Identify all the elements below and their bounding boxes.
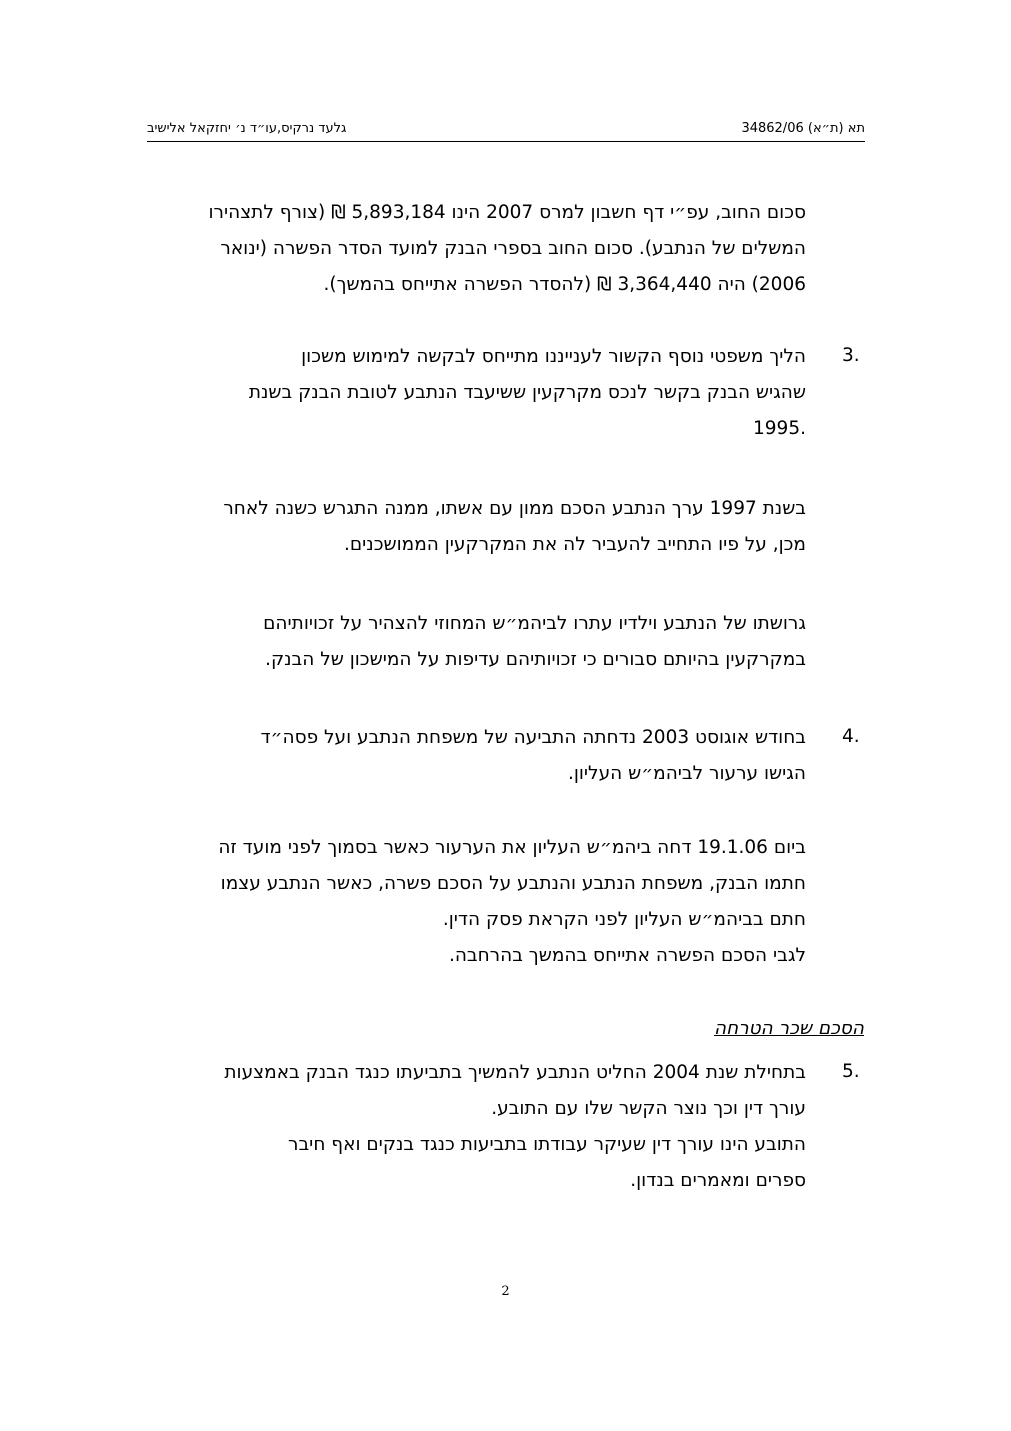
paragraph-line: חתם בביהמ״ש העליון לפני הקראת פסק הדין. bbox=[442, 909, 806, 930]
paragraph-debt-amount bbox=[208, 195, 806, 303]
paragraph-petition bbox=[263, 606, 806, 678]
paragraph-line: שהגיש הבנק בקשר לנכס מקרקעין ששיעבד הנתבע לטובת הבנק בשנת bbox=[248, 382, 806, 403]
paragraph-number: 3. bbox=[842, 345, 860, 366]
header-parties: גלעד נרקיס,עו״ד נ׳ יחזקאל אלישיב bbox=[147, 121, 347, 136]
paragraph-line: הליך משפטי נוסף הקשור לענייננו מתייחס לבקשה למימוש משכון bbox=[301, 346, 806, 367]
paragraph-3 bbox=[249, 339, 806, 447]
paragraph-number: 4. bbox=[842, 726, 860, 747]
section-heading: הסכם שכר הטרחה bbox=[714, 1018, 864, 1039]
paragraph-line: מכן, על פיו התחייב להעביר לה את המקרקעין הממושכנים. bbox=[344, 534, 806, 555]
paragraph-5 bbox=[224, 1055, 806, 1199]
paragraph-line: במקרקעין בהיותם סבורים כי זכויותיהם עדיפות על המישכון של הבנק. bbox=[265, 649, 806, 670]
page-header bbox=[147, 119, 865, 142]
paragraph-line: .1995 bbox=[753, 418, 806, 439]
paragraph-line: ספרים ומאמרים בנדון. bbox=[630, 1170, 806, 1191]
case-number: תא (ת״א) 34862/06 bbox=[741, 121, 865, 136]
paragraph-line: המשלים של הנתבע). סכום החוב בספרי הבנק למועד הסדר הפשרה (ינואר bbox=[220, 238, 806, 259]
page-number: 2 bbox=[501, 1284, 510, 1299]
paragraph-property-agreement bbox=[223, 491, 806, 563]
paragraph-line: בתחילת שנת 2004 החליט הנתבע להמשיך בתביעתו כנגד הבנק באמצעות bbox=[224, 1062, 806, 1083]
paragraph-line: התובע הינו עורך דין שעיקר עבודתו בתביעות כנגד בנקים ואף חיבר bbox=[288, 1134, 806, 1155]
paragraph-line: ביום 19.1.06 דחה ביהמ״ש העליון את הערעור כאשר בסמוך לפני מועד זה bbox=[218, 837, 806, 858]
paragraph-line: 2006) היה 3,364,440 ₪ (להסדר הפשרה אתייחס בהמשך). bbox=[323, 274, 806, 295]
paragraph-line: בשנת 1997 ערך הנתבע הסכם ממון עם אשתו, ממנה התגרש כשנה לאחר bbox=[223, 498, 806, 519]
paragraph-line: עורך דין וכך נוצר הקשר שלו עם התובע. bbox=[491, 1098, 806, 1119]
paragraph-number: 5. bbox=[842, 1061, 860, 1082]
paragraph-line: לגבי הסכם הפשרה אתייחס בהמשך בהרחבה. bbox=[448, 945, 806, 966]
paragraph-line: סכום החוב, עפ״י דף חשבון למרס 2007 הינו 5,893,184 ₪ (צורף לתצהירו bbox=[208, 202, 806, 223]
paragraph-line: חתמו הבנק, משפחת הנתבע והנתבע על הסכם פשרה, כאשר הנתבע עצמו bbox=[220, 873, 806, 894]
paragraph-4 bbox=[260, 720, 806, 792]
paragraph-supreme-court bbox=[218, 830, 806, 974]
paragraph-line: גרושתו של הנתבע וילדיו עתרו לביהמ״ש המחוזי להצהיר על זכויותיהם bbox=[263, 613, 806, 634]
paragraph-line: הגישו ערעור לביהמ״ש העליון. bbox=[567, 763, 806, 784]
paragraph-line: בחודש אוגוסט 2003 נדחתה התביעה של משפחת הנתבע ועל פסה״ד bbox=[260, 727, 806, 748]
